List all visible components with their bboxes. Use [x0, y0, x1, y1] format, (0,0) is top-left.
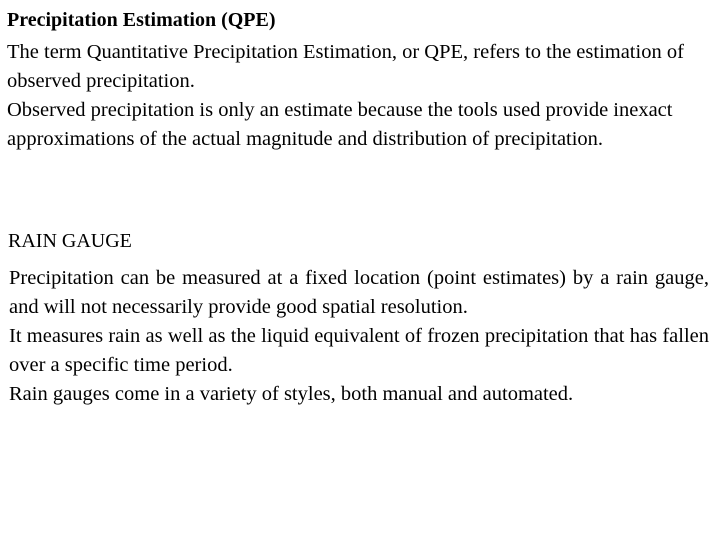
section-heading: RAIN GAUGE	[8, 230, 132, 252]
body-paragraph: It measures rain as well as the liquid equivalent of frozen precipitation that has fallen over a specific time period.	[9, 325, 709, 376]
intro-paragraph: The term Quantitative Precipitation Estimation, or QPE, refers to the estimation of observed precipitation.	[7, 41, 684, 92]
body-paragraph: Precipitation can be measured at a fixed location (point estimates) by a rain gauge, and will not necessarily provide good spatial resolution.	[9, 267, 709, 318]
intro-text-block	[7, 38, 715, 154]
intro-paragraph: Observed precipitation is only an estimate because the tools used provide inexact approximations of the actual magnitude and distribution of precipitation.	[7, 99, 673, 150]
page-title: Precipitation Estimation (QPE)	[7, 9, 276, 31]
rain-gauge-text-block	[9, 264, 709, 409]
body-paragraph: Rain gauges come in a variety of styles, both manual and automated.	[9, 383, 574, 405]
